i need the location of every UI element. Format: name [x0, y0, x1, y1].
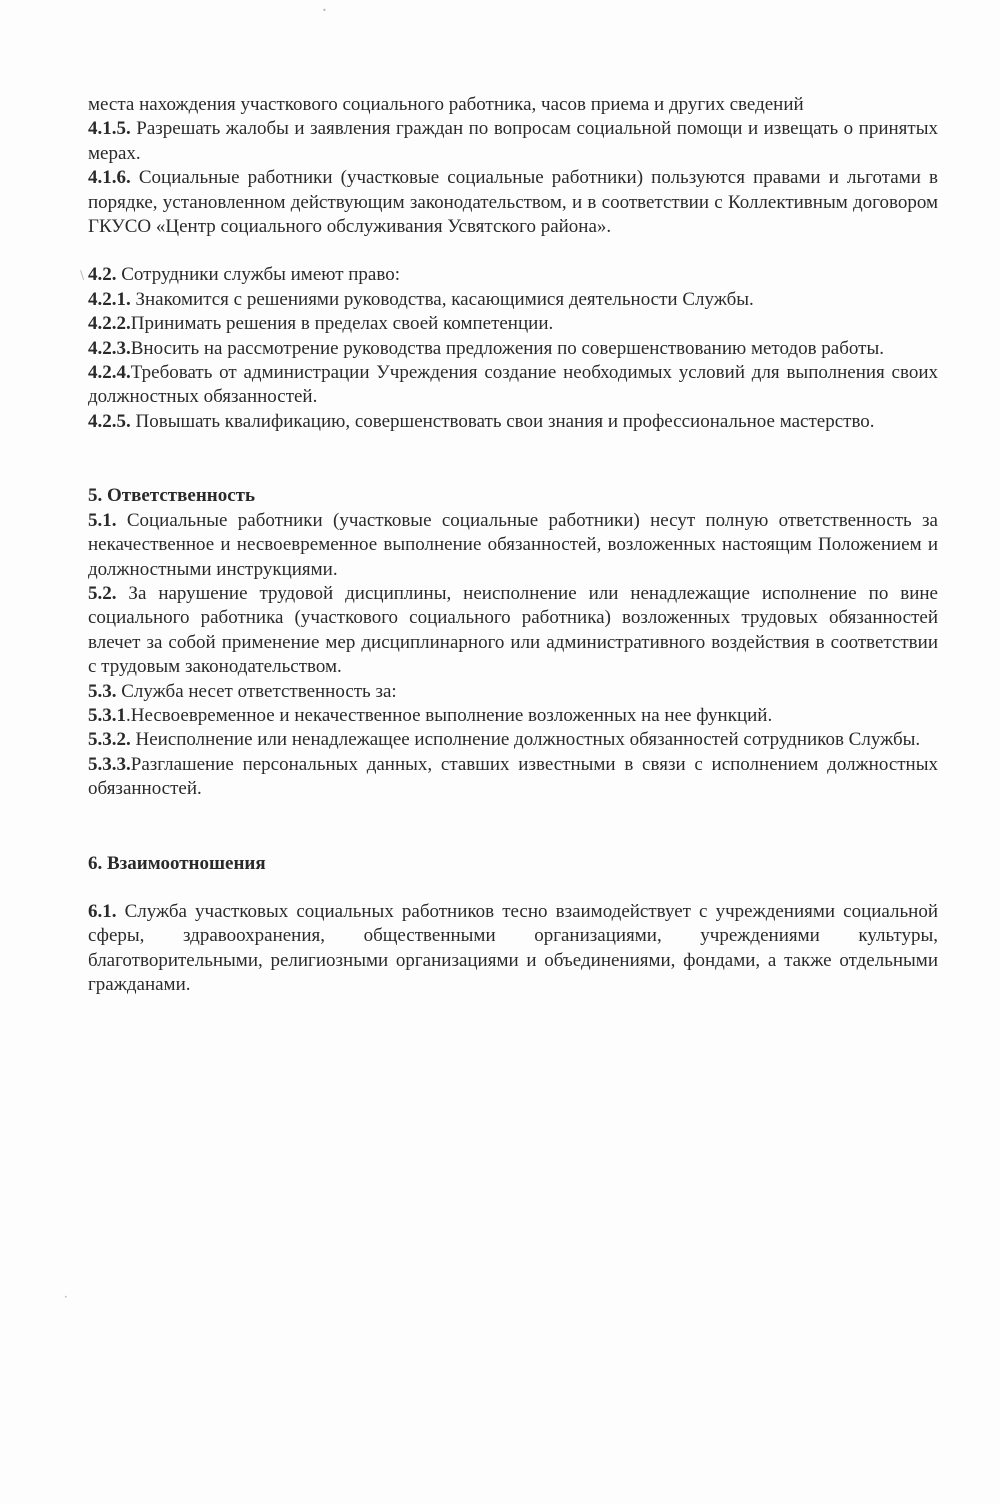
clause-text: Разглашение персональных данных, ставших известными в связи с исполнением должностных обязанностей. — [88, 753, 938, 800]
clause-number: 4.2.3. — [88, 337, 131, 359]
clause-text: Служба участковых социальных работников тесно взаимодействует с учреждениями социальной сферы, здравоохранения, общественными организациями, учреждениями культуры, благотворительными, религиозными организациями и объединениями, фондами, а также отдельными гражданами. — [88, 900, 938, 996]
paragraph-4-2-3 — [88, 337, 938, 361]
clause-text: Социальные работники (участковые социальные работники) несут полную ответственность за некачественное и несвоевременное выполнение обязанностей, возложенных настоящим Положением и должностными инструкциями. — [88, 509, 938, 580]
paragraph-6-1 — [88, 900, 938, 998]
clause-text: Знакомится с решениями руководства, касающимися деятельности Службы. — [130, 288, 754, 310]
paragraph-4-2-2 — [88, 312, 938, 336]
clause-text: Неисполнение или ненадлежащее исполнение должностных обязанностей сотрудников Службы. — [130, 729, 921, 751]
clause-number: 4.2. — [88, 264, 117, 286]
clause-number: 5.1. — [88, 509, 117, 531]
paragraph-5-2 — [88, 582, 938, 680]
clause-number: 4.2.4. — [88, 362, 131, 384]
clause-number: 5.2. — [88, 582, 117, 604]
document-page — [88, 93, 938, 998]
paragraph-5-3-1 — [88, 704, 938, 728]
clause-number: 4.2.5. — [88, 410, 131, 432]
paragraph-4-1-5 — [88, 117, 938, 166]
clause-text: Вносить на рассмотрение руководства предложения по совершенствованию методов работы. — [130, 337, 884, 359]
paragraph-5-3 — [88, 680, 938, 704]
paragraph-4-2-4 — [88, 361, 938, 410]
clause-number: 4.2.1. — [88, 288, 131, 310]
paragraph-4-2-1 — [88, 288, 938, 312]
scan-speck: • — [64, 1294, 68, 1301]
clause-text: Разрешать жалобы и заявления граждан по вопросам социальной помощи и извещать о принятых мерах. — [88, 118, 938, 164]
clause-text: Сотрудники службы имеют право: — [116, 264, 400, 286]
paragraph-5-1 — [88, 509, 938, 582]
scan-speck: • — [322, 6, 327, 15]
clause-number: 6.1. — [88, 900, 117, 922]
clause-number: 4.1.5. — [88, 118, 131, 140]
clause-text: Повышать квалификацию, совершенствовать свои знания и профессиональное мастерство. — [130, 410, 875, 432]
clause-number: 5.3. — [88, 680, 117, 702]
clause-text: места нахождения участкового социального работника, часов приема и других сведений — [88, 94, 804, 115]
clause-text: Социальные работники (участковые социальные работники) пользуются правами и льготами в порядке, установленном действующим законодательством, и в соответствии с Коллективным договором ГКУСО «Центр социального обслуживания Усвятского района». — [88, 167, 938, 238]
clause-number: 4.1.6. — [88, 167, 131, 189]
clause-number: 4.2.2. — [88, 313, 131, 335]
paragraph — [88, 93, 938, 117]
section-heading-responsibility: 5. Ответственность — [88, 485, 256, 507]
paragraph-5-3-3 — [88, 753, 938, 802]
clause-number: 5.3.2. — [88, 729, 131, 751]
paragraph-4-1-6 — [88, 166, 938, 239]
paragraph-4-2-5 — [88, 410, 938, 434]
clause-number: 5.3.1 — [88, 704, 126, 726]
clause-text: Требовать от администрации Учреждения создание необходимых условий для выполнения своих должностных обязанностей. — [88, 362, 938, 408]
paragraph-5-3-2 — [88, 728, 938, 752]
clause-text: Служба несет ответственность за: — [116, 680, 397, 702]
paragraph-4-2 — [88, 263, 938, 287]
scan-speck: / — [76, 268, 88, 282]
section-heading-relationships: 6. Взаимоотношения — [88, 852, 266, 874]
clause-text: Принимать решения в пределах своей компетенции. — [130, 313, 554, 335]
clause-text: За нарушение трудовой дисциплины, неисполнение или ненадлежащие исполнение по вине социального работника (участкового социального работника) возложенных трудовых обязанностей влечет за собой применение мер дисциплинарного или административного воздействия в соответствии с трудовым законодательством. — [88, 582, 938, 678]
clause-text: .Несвоевременное и некачественное выполнение возложенных на нее функций. — [126, 704, 773, 726]
clause-number: 5.3.3. — [88, 753, 131, 775]
